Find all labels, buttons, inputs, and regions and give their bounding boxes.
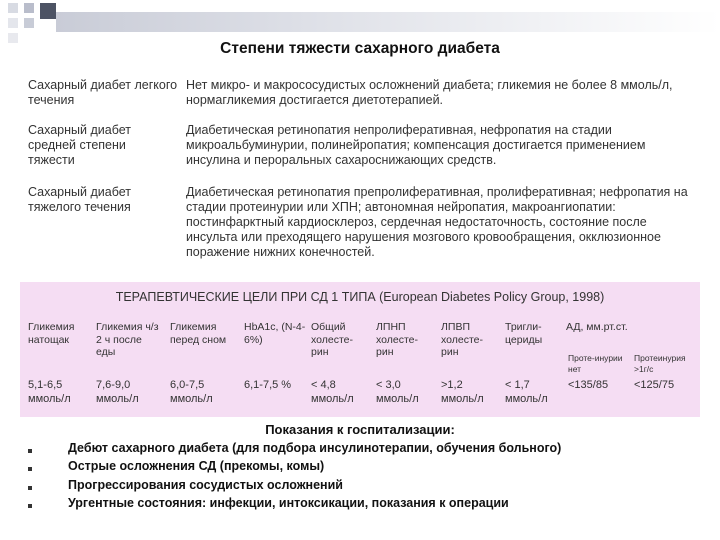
severity-name: Сахарный диабет тяжелого течения [28, 185, 131, 214]
goals-header: АД, мм.рт.ст. [566, 321, 628, 333]
goals-value: <135/85 [568, 379, 609, 391]
bullet-icon [28, 486, 32, 490]
severity-name: Сахарный диабет легкого течения [28, 78, 178, 107]
goals-value: < 3,0 ммоль/л [376, 379, 419, 405]
severity-description: Диабетическая ретинопатия непролиферативная, нефропатия на стадии микроальбуминурии, полинейропатия; компенсация достигается применением инсулина и пероральных сахароснижающих средств. [186, 123, 646, 167]
therapeutic-goals-table [20, 282, 700, 417]
goals-title: ТЕРАПЕВТИЧЕСКИЕ ЦЕЛИ ПРИ СД 1 ТИПА (European Diabetes Policy Group, 1998) [115, 290, 605, 304]
goals-header: Общий холесте-рин [311, 321, 353, 358]
hospitalization-item: Острые осложнения СД (прекомы, комы) [68, 459, 325, 473]
goals-header: Гликемия перед сном [170, 321, 227, 346]
goals-header: ЛПНП холесте-рин [376, 321, 418, 358]
goals-header: ЛПВП холесте-рин [441, 321, 483, 358]
goals-value: 5,1-6,5 ммоль/л [28, 379, 71, 405]
goals-value: < 4,8 ммоль/л [311, 379, 354, 405]
goals-subheader: Протеинурия >1г/с [634, 353, 686, 374]
severity-description: Диабетическая ретинопатия препролиферативная, пролиферативная; нефропатия на стадии протеинурии или ХПН; автономная нейропатия, макроангиопатии: постинфарктный кардиосклероз, сердечная недостаточность, состояние после инсульта или преходящего нарушения мозгового кровообращения, окклюзионное поражение нижних конечностей. [186, 185, 688, 259]
goals-header: Гликемия ч/з 2 ч после еды [96, 321, 159, 358]
severity-description: Нет микро- и макрососудистых осложнений диабета; гликемия не более 8 ммоль/л, нормагликемия достигается диетотерапией. [186, 78, 673, 107]
goals-value: 6,1-7,5 % [244, 379, 292, 391]
goals-header: HbA1c, (N-4-6%) [244, 321, 306, 346]
hospitalization-title: Показания к госпитализации: [265, 422, 455, 437]
hospitalization-item: Прогрессирования сосудистых осложнений [68, 478, 343, 492]
goals-value: >1,2 ммоль/л [441, 379, 484, 405]
bullet-icon [28, 467, 32, 471]
hospitalization-item: Дебют сахарного диабета (для подбора инсулинотерапии, обучения больного) [68, 441, 562, 455]
page-title: Степени тяжести сахарного диабета [220, 40, 500, 57]
decorative-header-bar [56, 12, 720, 32]
bullet-icon [28, 504, 32, 508]
goals-header: Гликемия натощак [28, 321, 75, 346]
severity-name: Сахарный диабет средней степени тяжести [28, 123, 131, 167]
goals-header: Тригли-цериды [505, 321, 543, 346]
goals-value: <125/75 [634, 379, 675, 391]
hospitalization-item: Ургентные состояния: инфекции, интоксикации, показания к операции [68, 496, 509, 510]
goals-subheader: Проте-инурии нет [568, 353, 623, 374]
goals-value: 7,6-9,0 ммоль/л [96, 379, 139, 405]
goals-value: 6,0-7,5 ммоль/л [170, 379, 213, 405]
decorative-squares [0, 0, 60, 45]
goals-value: < 1,7 ммоль/л [505, 379, 548, 405]
bullet-icon [28, 449, 32, 453]
